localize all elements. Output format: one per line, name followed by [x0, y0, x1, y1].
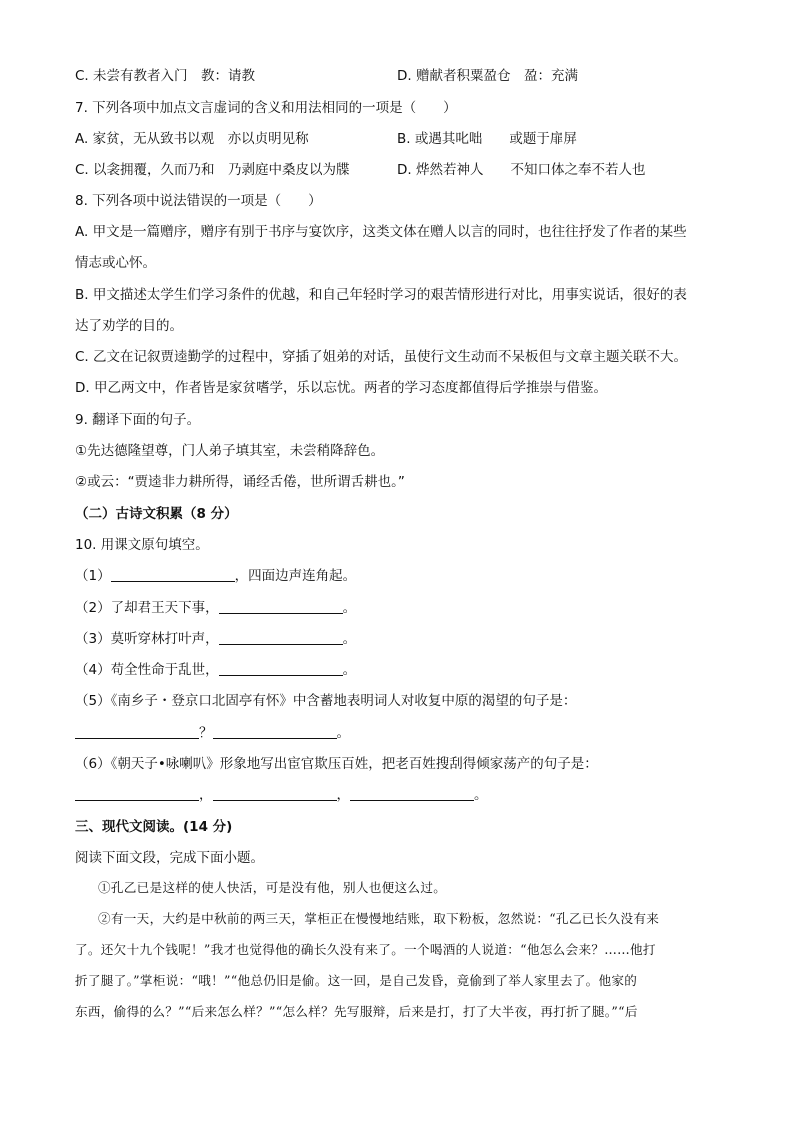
- q6-option-c: C. 未尝有教者入门 教：请教: [75, 68, 256, 84]
- q7-stem: 7. 下列各项中加点文言虚词的含义和用法相同的一项是（ ）: [75, 100, 457, 116]
- q7-option-a: A. 家贫，无从致书以观 亦以贞明见称: [75, 131, 309, 147]
- q8-option-b-line2: 达了劝学的目的。: [75, 318, 183, 334]
- q10-item-5-end: 。: [336, 725, 350, 741]
- q9-sentence-2: ②或云：“贾逵非力耕所得，诵经舌倦，世所谓舌耕也。”: [75, 474, 405, 490]
- q10-item-5-question-mark: ？: [199, 725, 213, 741]
- q10-item-4-suffix: 。: [342, 662, 357, 678]
- q10-item-3-prefix: （3）莫听穿林打叶声，: [75, 631, 219, 647]
- q8-option-a-line1: A. 甲文是一篇赠序，赠序有别于书序与宴饮序，这类文体在赠人以言的同时，也往往抒发了作者的某些: [75, 224, 687, 240]
- q10-item-4-prefix: （4）苟全性命于乱世，: [75, 662, 219, 678]
- q6-option-d: D. 赠献者积粟盈仓 盈：充满: [397, 68, 578, 84]
- q10-stem: 10. 用课文原句填空。: [75, 537, 209, 553]
- q10-item-1-suffix: ，四面边声连角起。: [234, 568, 357, 584]
- fill-blank[interactable]: [75, 724, 199, 739]
- fill-blank[interactable]: [213, 786, 337, 801]
- q10-item-5-answer: [75, 724, 350, 742]
- q7-option-c: C. 以衾拥覆，久而乃和 乃剥庭中桑皮以为牒: [75, 162, 350, 178]
- q8-stem: 8. 下列各项中说法错误的一项是（ ）: [75, 193, 322, 209]
- fill-blank[interactable]: [111, 567, 235, 582]
- q8-option-d: D. 甲乙两文中，作者皆是家贫嗜学，乐以忘忧。两者的学习态度都值得后学推崇与借鉴。: [75, 380, 607, 396]
- section-3-title: 三、现代文阅读。(14 分): [75, 819, 233, 835]
- q10-item-4: [75, 661, 356, 679]
- fill-blank[interactable]: [75, 786, 199, 801]
- q8-option-a-line2: 情志或心怀。: [75, 255, 156, 271]
- q10-item-3: [75, 630, 356, 648]
- q10-item-6-comma-1: ，: [199, 787, 213, 803]
- section-2-title: （二）古诗文积累（8 分）: [75, 506, 238, 522]
- passage-paragraph-2-line-3: 折了腿了。”掌柜说：“哦！”“他总仍旧是偷。这一回，是自己发昏，竟偷到了举人家里去了。他家的: [75, 973, 638, 988]
- q8-option-c: C. 乙文在记叙贾逵勤学的过程中，穿插了姐弟的对话，虽使行文生动而不呆板但与文章主题关联不大。: [75, 349, 688, 365]
- fill-blank[interactable]: [219, 599, 343, 614]
- fill-blank[interactable]: [219, 630, 343, 645]
- fill-blank[interactable]: [219, 661, 343, 676]
- q9-sentence-1: ①先达德隆望尊，门人弟子填其室，未尝稍降辞色。: [75, 443, 385, 459]
- q10-item-6-comma-2: ，: [336, 787, 350, 803]
- q7-option-d: D. 烨然若神人 不知口体之奉不若人也: [397, 162, 646, 178]
- q9-stem: 9. 翻译下面的句子。: [75, 412, 201, 428]
- q10-item-6-end: 。: [474, 787, 488, 803]
- fill-blank[interactable]: [213, 724, 337, 739]
- q10-item-2-prefix: （2）了却君王天下事，: [75, 600, 219, 616]
- q10-item-5: （5）《南乡子・登京口北固亭有怀》中含蓄地表明词人对收复中原的渴望的句子是：: [75, 693, 577, 709]
- passage-paragraph-2-line-2: 了。还欠十九个钱呢！”我才也觉得他的确长久没有来了。一个喝酒的人说道：“他怎么会来？……他打: [75, 942, 656, 957]
- passage-paragraph-2-line-1: ②有一天，大约是中秋前的两三天，掌柜正在慢慢地结账，取下粉板，忽然说：“孔乙已长久没有来: [98, 911, 660, 926]
- q10-item-1-prefix: （1）: [75, 568, 111, 584]
- passage-paragraph-2-line-4: 东西，偷得的么？”“后来怎么样？”“怎么样？先写服辩，后来是打，打了大半夜，再打折了腿。”“后: [75, 1004, 638, 1019]
- q8-option-b-line1: B. 甲文描述太学生们学习条件的优越，和自己年轻时学习的艰苦情形进行对比，用事实说话，很好的表: [75, 287, 687, 303]
- fill-blank[interactable]: [350, 786, 474, 801]
- q7-option-b: B. 或遇其叱咄 或题于扉屏: [397, 131, 577, 147]
- passage-paragraph-1: ①孔乙已是这样的使人快活，可是没有他，别人也便这么过。: [98, 880, 447, 895]
- q10-item-6: （6）《朝天子•咏喇叭》形象地写出宦官欺压百姓，把老百姓搜刮得倾家荡产的句子是：: [75, 756, 598, 772]
- q10-item-2: [75, 599, 356, 617]
- q10-item-6-answer: [75, 786, 488, 804]
- q10-item-2-suffix: 。: [342, 600, 357, 616]
- q10-item-3-suffix: 。: [342, 631, 357, 647]
- q10-item-1: [75, 567, 356, 585]
- section-3-instruction: 阅读下面文段，完成下面小题。: [75, 850, 264, 866]
